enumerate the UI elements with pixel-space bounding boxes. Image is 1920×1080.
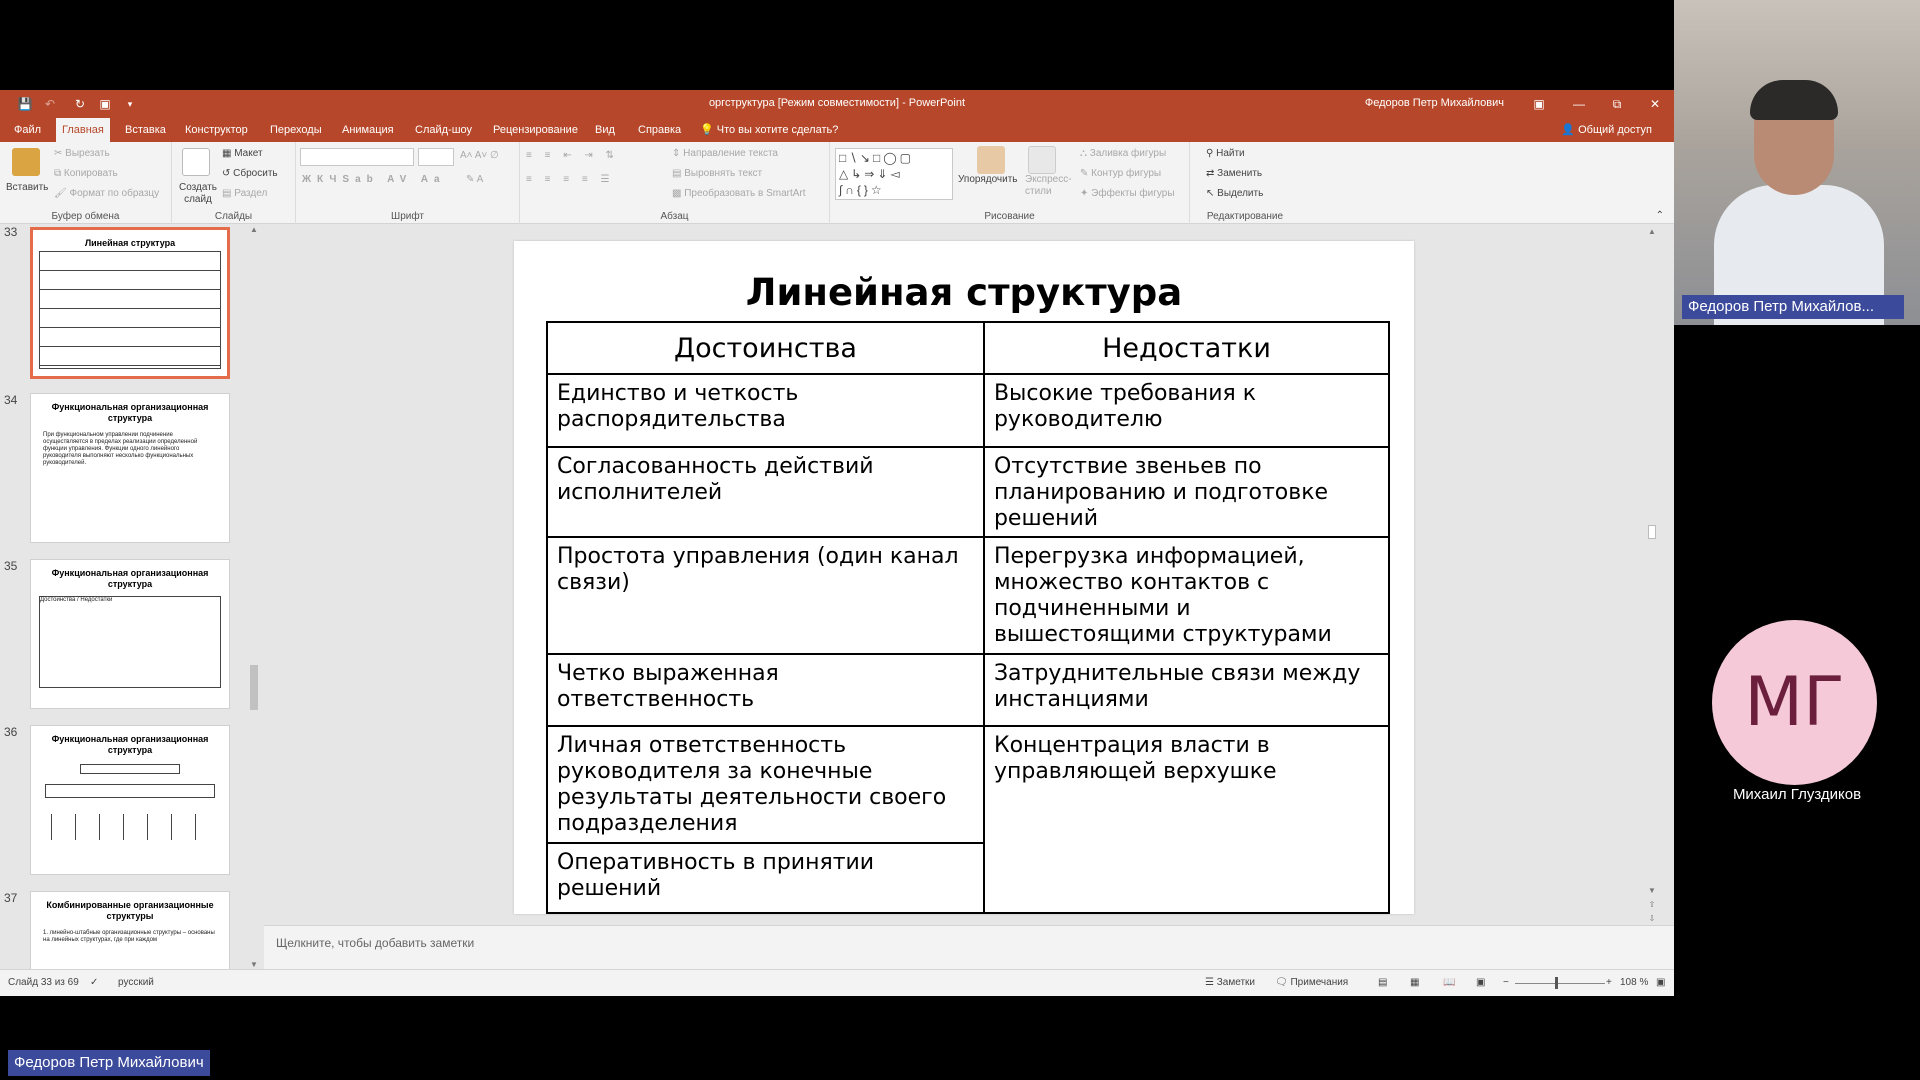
notes-toggle-label: Заметки — [1216, 977, 1255, 988]
tab-help[interactable]: Справка — [638, 124, 682, 136]
zoom-slider-knob[interactable] — [1555, 977, 1558, 989]
notes-placeholder[interactable]: Щелкните, чтобы добавить заметки — [276, 936, 475, 950]
text-direction-label: Направление текста — [683, 148, 778, 159]
replace-icon: ⇄ — [1206, 168, 1215, 179]
font-group-label: Шрифт — [391, 211, 424, 222]
text-direction-button[interactable] — [672, 148, 778, 159]
slide-editor — [264, 225, 1659, 925]
effects-icon: ✦ — [1080, 188, 1089, 199]
lightbulb-icon: 💡 — [700, 124, 714, 136]
editing-group-label: Редактирование — [1206, 211, 1284, 222]
shape-outline-button[interactable] — [1080, 168, 1161, 179]
comments-toggle[interactable] — [1275, 977, 1348, 988]
new-slide-icon[interactable] — [182, 148, 210, 176]
avatar-participant-name: Михаил Глуздиков — [1732, 786, 1862, 803]
camera-participant-name: Федоров Петр Михайлов... — [1682, 295, 1904, 319]
undo-icon[interactable]: ↶ — [44, 97, 56, 111]
ribbon — [0, 142, 1674, 224]
paste-icon[interactable] — [12, 148, 40, 176]
quick-styles-button[interactable]: Экспресс-стили — [1025, 174, 1072, 197]
zoom-level[interactable]: 108 % — [1620, 977, 1649, 988]
tab-view[interactable]: Вид — [595, 124, 615, 136]
font-name-input[interactable] — [300, 148, 414, 166]
section-button[interactable] — [222, 188, 267, 199]
clipboard-group — [0, 142, 172, 224]
paint-bucket-icon: ⛬ — [1080, 148, 1087, 159]
shape-fill-label: Заливка фигуры — [1089, 148, 1167, 159]
save-icon[interactable]: 💾 — [17, 97, 33, 111]
thumbnail-slide-37[interactable] — [30, 891, 230, 969]
minimize-button[interactable]: — — [1573, 97, 1585, 111]
thumbnail-title: Линейная структура — [84, 238, 176, 248]
thumbnail-slide-34[interactable] — [30, 393, 230, 543]
redo-icon[interactable]: ↻ — [74, 97, 86, 111]
arrange-button[interactable]: Упорядочить — [958, 174, 1018, 185]
notes-icon: ☰ — [1205, 977, 1214, 988]
tell-me-search[interactable] — [700, 118, 838, 142]
disadvantage-cell[interactable]: Высокие требования к руководителю — [984, 374, 1389, 447]
section-icon: ▤ — [222, 188, 232, 199]
notes-toggle[interactable] — [1205, 977, 1255, 988]
share-label: Общий доступ — [1578, 124, 1652, 136]
tab-review[interactable]: Рецензирование — [493, 124, 578, 136]
thumbnail-title: Функциональная организационная структура — [51, 402, 209, 423]
shape-effects-button[interactable] — [1080, 188, 1175, 199]
advantage-cell[interactable]: Личная ответственность руководителя за конечные результаты деятельности своего подразделения — [547, 726, 984, 843]
thumbnail-number: 36 — [4, 725, 18, 739]
quick-styles-icon[interactable] — [1028, 146, 1056, 174]
paste-button[interactable]: Вставить — [6, 182, 49, 193]
clipboard-group-label: Буфер обмена — [51, 211, 120, 222]
notes-pane[interactable] — [264, 925, 1674, 969]
slide-thumbnails-pane — [0, 225, 262, 969]
scissors-icon: ✂ — [54, 148, 63, 159]
font-color-buttons[interactable]: ✎ A — [466, 174, 484, 185]
ribbon-display-options-icon[interactable]: ▣ — [1533, 97, 1545, 111]
find-label: Найти — [1216, 148, 1245, 159]
font-group — [296, 142, 520, 224]
presenter-name-badge: Федоров Петр Михайлович — [8, 1050, 210, 1076]
find-button[interactable] — [1206, 148, 1245, 159]
disadvantage-cell[interactable]: Перегрузка информацией, множество контактов с подчиненными и вышестоящими структурами — [984, 537, 1389, 654]
disadvantage-cell[interactable]: Отсутствие звеньев по планированию и подготовке решений — [984, 447, 1389, 537]
next-slide-icon[interactable]: ⇩ — [1648, 914, 1656, 923]
scroll-up-icon[interactable]: ▲ — [1648, 227, 1656, 236]
advantage-cell[interactable]: Четко выраженная ответственность — [547, 654, 984, 726]
format-painter-button[interactable] — [54, 188, 159, 199]
shapes-gallery[interactable]: □∖↘□◯▢ △↳⇒⇓◅ ∫∩{}☆ — [835, 148, 953, 200]
scroll-up-icon[interactable]: ▲ — [250, 225, 258, 234]
tell-me-label: Что вы хотите сделать? — [716, 124, 839, 136]
magnifier-icon: ⚲ — [1206, 148, 1214, 159]
layout-label: Макет — [234, 148, 263, 159]
spellcheck-icon[interactable]: ✓ — [90, 977, 99, 988]
zoom-slider[interactable] — [1515, 983, 1605, 984]
layout-icon: ▦ — [222, 148, 232, 159]
font-size-buttons[interactable]: A˄ A˅ ∅ — [460, 150, 499, 161]
thumbnail-title: Комбинированные организационные структуры — [46, 900, 214, 921]
thumbnail-slide-35[interactable] — [30, 559, 230, 709]
slide-counter: Слайд 33 из 69 — [8, 977, 79, 988]
fit-to-window-icon[interactable]: ▣ — [1656, 977, 1666, 988]
person-icon: 👤 — [1561, 124, 1576, 136]
customize-toolbar-icon[interactable]: ▾ — [127, 99, 133, 109]
advantage-cell[interactable]: Оперативность в принятии решений — [547, 843, 984, 913]
reset-button[interactable] — [222, 168, 278, 179]
smartart-label: Преобразовать в SmartArt — [684, 188, 806, 199]
camera-person-hair — [1750, 80, 1838, 120]
drawing-group — [830, 142, 1190, 224]
slideshow-view-icon[interactable]: ▣ — [1476, 977, 1486, 988]
thumbnail-slide-33[interactable] — [30, 227, 230, 379]
thumbnail-number: 37 — [4, 891, 18, 905]
language-indicator[interactable]: русский — [118, 977, 154, 988]
shape-effects-label: Эффекты фигуры — [1091, 188, 1175, 199]
status-bar — [0, 969, 1674, 996]
header-advantages[interactable]: Достоинства — [547, 322, 984, 374]
zoom-in-icon[interactable]: + — [1606, 977, 1612, 988]
font-style-buttons[interactable]: ЖКЧSab AV Aa — [302, 174, 446, 185]
thumbnail-number: 34 — [4, 393, 18, 407]
paragraph-group-label: Абзац — [660, 211, 689, 222]
thumbnail-table-preview — [39, 251, 221, 369]
signed-in-user[interactable]: Федоров Петр Михайлович — [1364, 97, 1504, 109]
comments-toggle-label: Примечания — [1290, 977, 1349, 988]
previous-slide-icon[interactable]: ⇧ — [1648, 900, 1656, 909]
slide-sorter-icon[interactable]: ▦ — [1410, 977, 1420, 988]
reset-icon: ↺ — [222, 168, 231, 179]
restore-button[interactable]: ⧉ — [1612, 97, 1622, 111]
thumbnails-scrollbar[interactable] — [247, 225, 261, 969]
thumbnail-diagram-mid — [45, 784, 215, 798]
tab-home[interactable]: Главная — [56, 118, 110, 142]
font-size-input[interactable] — [418, 148, 454, 166]
copy-icon: ⧉ — [54, 168, 62, 179]
thumbnail-body: 1. линейно-штабные организационные структуры – основаны на линейных структурах, где при каждом — [43, 930, 215, 943]
text-direction-icon: ⇕ — [672, 148, 681, 159]
align-text-label: Выровнять текст — [684, 168, 763, 179]
reading-view-icon[interactable]: 📖 — [1443, 977, 1456, 988]
current-slide[interactable] — [514, 241, 1414, 914]
scroll-down-icon[interactable]: ▼ — [250, 960, 258, 969]
thumbnail-body: При функциональном управлении подчинение осуществляется в пределах реализации определенной функции управления. Функции одного линейного руководителя выполняют несколько функциональных руководителей. — [43, 432, 198, 466]
tab-file[interactable]: Файл — [14, 124, 42, 136]
align-text-icon: ▤ — [672, 168, 682, 179]
tab-slideshow[interactable]: Слайд-шоу — [415, 124, 473, 136]
align-text-button[interactable] — [672, 168, 762, 179]
thumbnails-scroll-thumb[interactable] — [250, 665, 258, 710]
thumbnail-number: 33 — [4, 225, 18, 239]
tab-transitions[interactable]: Переходы — [270, 124, 322, 136]
start-slideshow-icon[interactable]: ▣ — [99, 97, 111, 111]
scroll-down-icon[interactable]: ▼ — [1648, 886, 1656, 895]
list-indent-buttons[interactable]: ≡ ≡ ⇤ ⇥ ⇅ — [526, 150, 619, 161]
pencil-icon: ✎ — [1080, 168, 1089, 179]
powerpoint-window — [0, 90, 1674, 996]
thumbnail-slide-36[interactable] — [30, 725, 230, 875]
slide-title[interactable]: Линейная структура — [745, 271, 1183, 314]
title-bar — [0, 90, 1674, 118]
thumbnail-diagram-leaves — [45, 814, 215, 840]
advantage-cell[interactable]: Простота управления (один канал связи) — [547, 537, 984, 654]
close-button[interactable]: ✕ — [1649, 97, 1661, 111]
alignment-buttons[interactable]: ≡ ≡ ≡ ≡ ☰ — [526, 174, 615, 185]
format-painter-label: Формат по образцу — [69, 188, 160, 199]
cursor-icon: ↖ — [1206, 188, 1215, 199]
cut-button[interactable] — [54, 148, 110, 159]
replace-button[interactable] — [1206, 168, 1262, 179]
ribbon-tabs — [0, 118, 1674, 142]
brush-icon: 🖌 — [54, 188, 67, 199]
editing-group — [1190, 142, 1300, 224]
editor-scrollbar[interactable] — [1645, 225, 1659, 925]
editor-scroll-thumb[interactable] — [1648, 525, 1656, 539]
disadvantage-cell[interactable]: Затруднительные связи между инстанциями — [984, 654, 1389, 726]
shape-outline-label: Контур фигуры — [1091, 168, 1162, 179]
thumbnail-diagram-root — [80, 764, 180, 774]
normal-view-icon[interactable]: ▤ — [1378, 977, 1388, 988]
advantage-cell[interactable]: Согласованность действий исполнителей — [547, 447, 984, 537]
thumbnail-body: Достоинства / Недостатки — [39, 596, 221, 688]
copy-label: Копировать — [63, 168, 118, 179]
header-disadvantages[interactable]: Недостатки — [984, 322, 1389, 374]
select-button[interactable] — [1206, 188, 1263, 199]
cut-label: Вырезать — [65, 148, 110, 159]
replace-label: Заменить — [1217, 168, 1263, 179]
participant-camera-feed — [1674, 0, 1920, 325]
advantage-cell[interactable]: Единство и четкость распорядительства — [547, 374, 984, 447]
paragraph-group — [520, 142, 830, 224]
slides-group — [172, 142, 296, 224]
smartart-icon: ▩ — [672, 188, 682, 199]
collapse-ribbon-icon[interactable]: ⌃ — [1655, 210, 1664, 221]
section-label: Раздел — [234, 188, 268, 199]
reset-label: Сбросить — [233, 168, 278, 179]
disadvantage-cell[interactable]: Концентрация власти в управляющей верхушке — [984, 726, 1389, 913]
tab-animations[interactable]: Анимация — [342, 124, 394, 136]
new-slide-button[interactable]: Создать слайд — [178, 182, 217, 205]
share-button[interactable] — [1561, 118, 1652, 142]
comment-icon: 🗨 — [1275, 977, 1288, 988]
thumbnail-title: Функциональная организационная структура — [51, 734, 209, 755]
thumbnail-number: 35 — [4, 559, 18, 573]
document-title: оргструктура [Режим совместимости] - PowerPoint — [708, 97, 966, 109]
tab-insert[interactable]: Вставка — [125, 124, 166, 136]
layout-button[interactable] — [222, 148, 263, 159]
slides-group-label: Слайды — [214, 211, 253, 222]
smartart-button[interactable] — [672, 188, 806, 199]
zoom-out-icon[interactable]: − — [1503, 977, 1509, 988]
tab-design[interactable]: Конструктор — [185, 124, 248, 136]
shape-fill-button[interactable] — [1080, 148, 1166, 159]
participant-avatar: МГ — [1712, 620, 1877, 785]
copy-button[interactable] — [54, 168, 118, 179]
thumbnail-title: Функциональная организационная структура — [51, 568, 209, 589]
select-label: Выделить — [1217, 188, 1264, 199]
video-conference-panel — [1674, 0, 1920, 1080]
arrange-icon[interactable] — [977, 146, 1005, 174]
drawing-group-label: Рисование — [984, 211, 1035, 222]
pros-cons-table[interactable] — [546, 321, 1390, 914]
